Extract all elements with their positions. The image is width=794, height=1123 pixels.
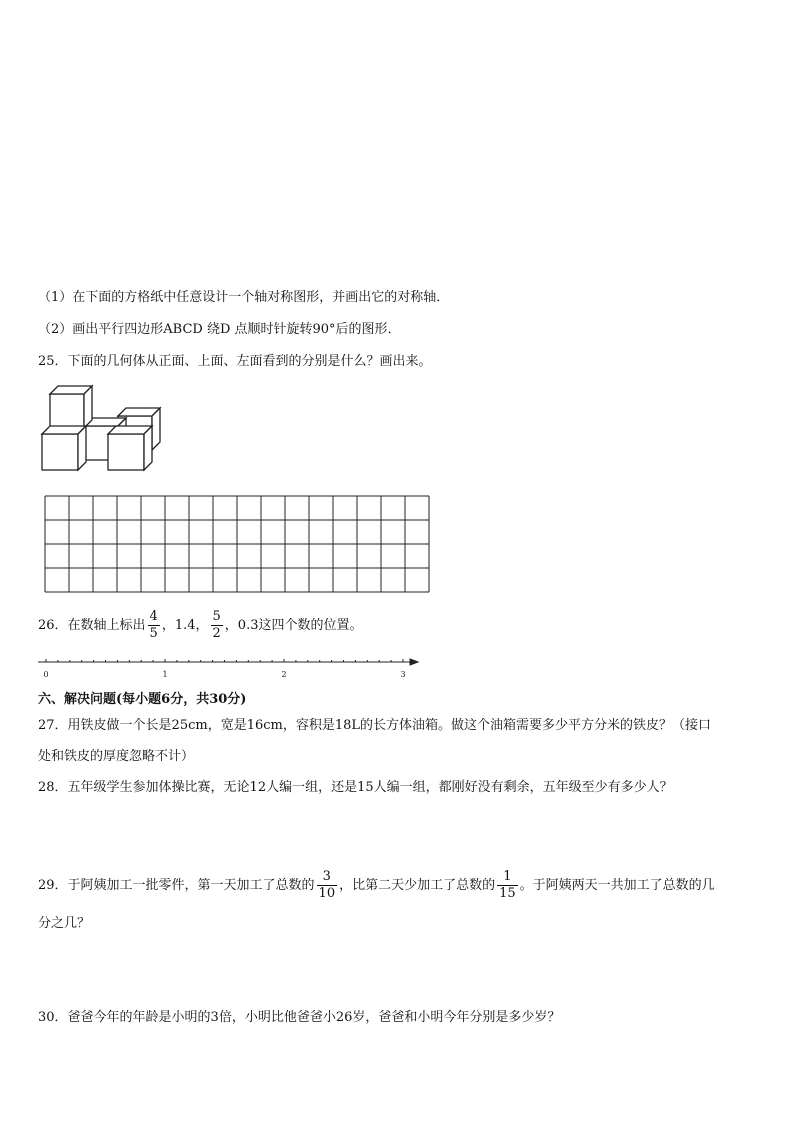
- number-line-label: 3: [400, 670, 406, 679]
- number-line-label: 1: [162, 670, 168, 679]
- cube-front-right: [108, 426, 152, 470]
- cube-figure: [36, 382, 166, 474]
- fraction-1-15: $\frac{1}{15}$: [499, 869, 516, 901]
- number-line-label: 0: [43, 670, 49, 679]
- question-27-line1: 27．用铁皮做一个长是25cm，宽是16cm，容积是18L的长方体油箱。做这个油箱需要多少平方分米的铁皮？（接口: [38, 718, 712, 733]
- question-30: 30．爸爸今年的年龄是小明的3倍，小明比他爸爸小26岁，爸爸和小明今年分别是多少岁？: [38, 1010, 561, 1025]
- number-line-arrow: [410, 659, 418, 665]
- square-grid: [44, 495, 432, 595]
- number-line: [36, 652, 426, 682]
- sub-question-2: （2）画出平行四边形ABCD 绕D 点顺时针旋转90°后的图形．: [38, 322, 401, 337]
- question-25-text: 25．下面的几何体从正面、上面、左面看到的分别是什么？画出来。: [38, 354, 432, 369]
- cube-bottom-left: [42, 426, 86, 470]
- q29-part1: 29．于阿姨加工一批零件，第一天加工了总数的: [38, 878, 315, 893]
- q26-suffix: ，0.3这四个数的位置。: [224, 618, 363, 633]
- sub-question-1: （1）在下面的方格纸中任意设计一个轴对称图形，并画出它的对称轴．: [38, 290, 450, 305]
- question-29-line2: 分之几？: [38, 916, 91, 931]
- q29-part2: ，比第二天少加工了总数的: [339, 878, 496, 893]
- question-27-line2: 处和铁皮的厚度忽略不计）: [38, 749, 195, 764]
- fraction-4-5: $\frac{4}{5}$: [149, 609, 158, 641]
- fraction-3-10: $\frac{3}{10}$: [318, 869, 336, 901]
- fraction-5-2: $\frac{5}{2}$: [212, 609, 221, 641]
- q29-part3: 。于阿姨两天一共加工了总数的几: [519, 878, 715, 893]
- question-26: [38, 606, 362, 646]
- question-28: 28．五年级学生参加体操比赛，无论12人编一组，还是15人编一组，都刚好没有剩余，五年级至少有多少人？: [38, 780, 673, 795]
- q26-sep: ，1.4，: [161, 618, 209, 633]
- q26-prefix: 26．在数轴上标出: [38, 618, 146, 633]
- question-29-line1: [38, 866, 715, 906]
- section-6-title: 六、解决问题(每小题6分，共30分): [38, 692, 247, 707]
- cube-top: [50, 386, 92, 428]
- number-line-label: 2: [281, 670, 287, 679]
